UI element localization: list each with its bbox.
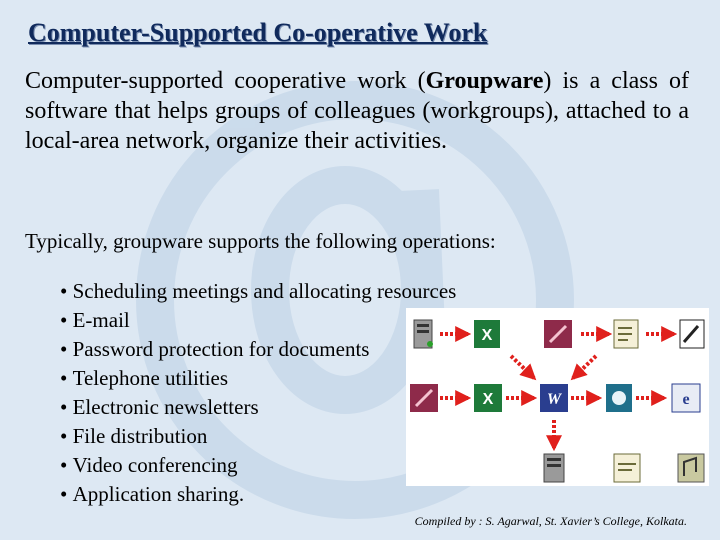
sound-icon: [678, 454, 704, 482]
groupware-network-diagram: [406, 308, 709, 486]
operations-lead: Typically, groupware supports the following operations:: [25, 229, 496, 253]
network-diagram-graphic: [406, 308, 709, 486]
operations-list: [60, 277, 456, 509]
intro-text-end: ) is a class of software that helps groups of colleagues (workgroups), attached to a local-area network, organize their activities.: [25, 68, 690, 154]
operation-item: • Video conferencing: [60, 451, 456, 480]
svg-text:X: X: [481, 327, 493, 344]
word-icon: [540, 384, 568, 412]
svg-text:W: W: [546, 391, 562, 408]
powerpoint-icon: [606, 384, 632, 412]
document-icon: [680, 320, 704, 348]
operation-item: • Electronic newsletters: [60, 393, 456, 422]
operation-item: • Scheduling meetings and allocating resources: [60, 277, 456, 306]
access-icon: [410, 384, 438, 412]
access-icon: [544, 320, 572, 348]
excel-icon: [474, 384, 502, 412]
powerpoint-icon: [672, 384, 700, 412]
operation-item: • Telephone utilities: [60, 364, 456, 393]
document-icon: [614, 320, 638, 348]
operation-item: • E-mail: [60, 306, 456, 335]
operation-item: • Application sharing.: [60, 480, 456, 509]
document-icon: [614, 454, 640, 482]
intro-paragraph: [25, 66, 689, 156]
operation-item: • Password protection for documents: [60, 335, 456, 364]
svg-text:e: e: [682, 391, 690, 408]
server-icon: [414, 320, 433, 348]
groupware-term: Groupware: [425, 68, 544, 94]
slide-title: Computer-Supported Co-operative Work: [28, 18, 488, 47]
operation-item: • File distribution: [60, 422, 456, 451]
excel-icon: [474, 320, 500, 348]
credit-line: Compiled by : S. Agarwal, St. Xavier’s College, Kolkata.: [414, 514, 687, 528]
svg-text:X: X: [482, 391, 494, 408]
intro-text-start: Computer-supported cooperative work (: [25, 68, 426, 94]
server-icon: [544, 454, 564, 482]
